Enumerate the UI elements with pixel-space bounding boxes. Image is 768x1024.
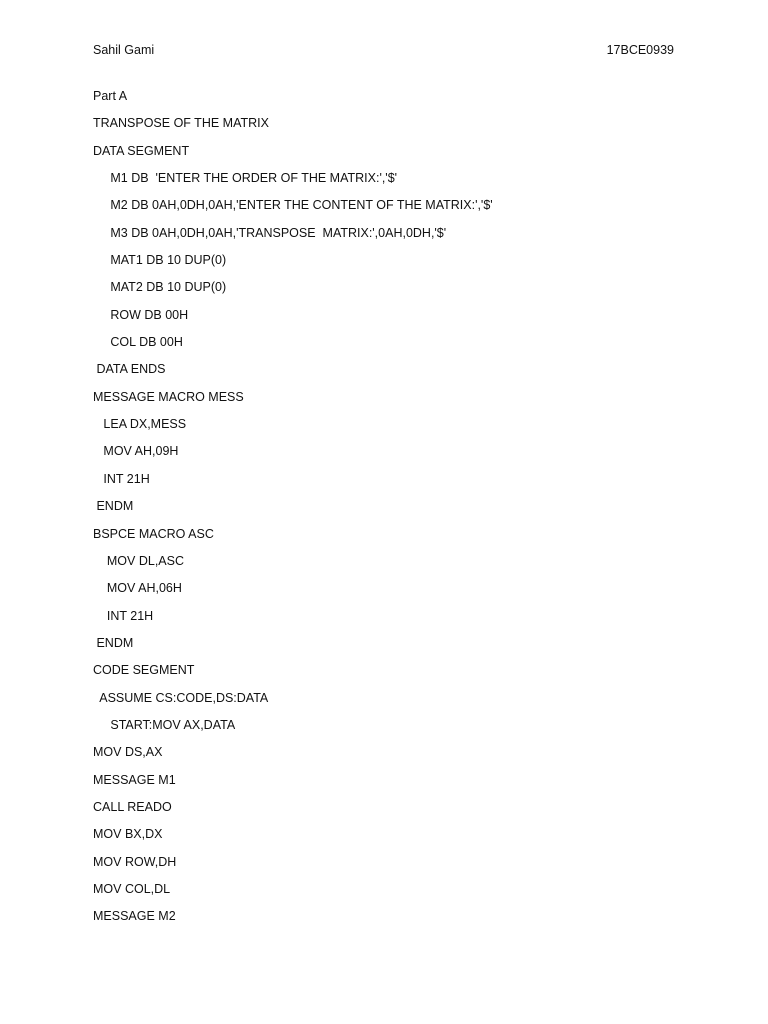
code-line: INT 21H xyxy=(93,471,150,486)
code-line: CALL READO xyxy=(93,799,172,814)
student-id: 17BCE0939 xyxy=(606,43,674,57)
code-line: MESSAGE M2 xyxy=(93,909,176,924)
code-line: MOV BX,DX xyxy=(93,827,163,842)
code-line: MOV COL,DL xyxy=(93,881,171,896)
code-listing xyxy=(93,88,733,936)
code-line: M3 DB 0AH,0DH,0AH,'TRANSPOSE MATRIX:',0AH,0DH,'$' xyxy=(93,225,447,240)
program-title: TRANSPOSE OF THE MATRIX xyxy=(93,116,269,131)
code-line: M2 DB 0AH,0DH,0AH,'ENTER THE CONTENT OF THE MATRIX:','$' xyxy=(93,198,493,213)
code-line: MOV AH,06H xyxy=(93,581,182,596)
code-line: BSPCE MACRO ASC xyxy=(93,526,214,541)
code-line: LEA DX,MESS xyxy=(93,417,187,432)
section-heading: Part A xyxy=(93,89,128,103)
code-line: MAT1 DB 10 DUP(0) xyxy=(93,253,227,268)
code-line: START:MOV AX,DATA xyxy=(93,717,236,732)
code-line: M1 DB 'ENTER THE ORDER OF THE MATRIX:','$' xyxy=(93,171,398,186)
code-line: ENDM xyxy=(93,499,134,514)
code-line: ROW DB 00H xyxy=(93,307,189,322)
code-line: ENDM xyxy=(93,635,134,650)
code-line: DATA ENDS xyxy=(93,362,166,377)
code-line: MESSAGE M1 xyxy=(93,772,176,787)
code-line: MAT2 DB 10 DUP(0) xyxy=(93,280,227,295)
code-line: CODE SEGMENT xyxy=(93,663,195,678)
author-name: Sahil Gami xyxy=(93,43,155,57)
code-line: COL DB 00H xyxy=(93,335,183,350)
code-line: MOV DL,ASC xyxy=(93,553,184,568)
code-line: ASSUME CS:CODE,DS:DATA xyxy=(93,690,269,705)
code-line: MOV DS,AX xyxy=(93,745,163,760)
code-line: INT 21H xyxy=(93,608,154,623)
code-line: MESSAGE MACRO MESS xyxy=(93,389,244,404)
code-line: MOV ROW,DH xyxy=(93,854,177,869)
code-line: MOV AH,09H xyxy=(93,444,179,459)
code-line: DATA SEGMENT xyxy=(93,143,190,158)
